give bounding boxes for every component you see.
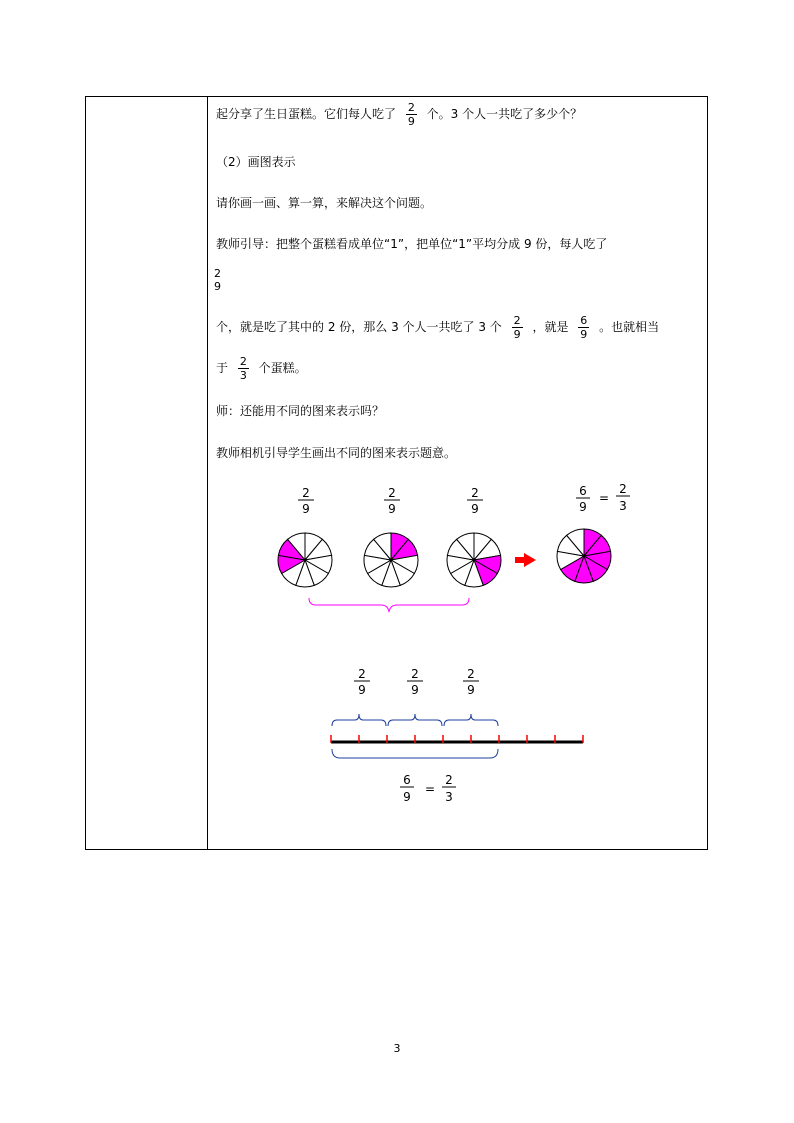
- text: 。也就相当: [599, 320, 660, 334]
- pie-frac-3-num: 2: [471, 486, 479, 500]
- result-right-den: 3: [619, 499, 627, 513]
- line-frac-3-den: 9: [467, 683, 475, 697]
- text: ，就是: [532, 320, 569, 334]
- line-result-equals: =: [424, 782, 436, 796]
- text: 个，就是吃了其中的 2 份，那么 3 个人一共吃了 3 个: [216, 320, 502, 334]
- line-frac-1-den: 9: [358, 683, 366, 697]
- segment-brace: [444, 714, 498, 726]
- result-right-num: 2: [619, 482, 627, 496]
- pie-frac-3-den: 9: [471, 502, 479, 516]
- paragraph-line-3: 请你画一画、算一算，来解决这个问题。: [216, 196, 433, 210]
- numerator: 6: [580, 314, 588, 327]
- page-number: 3: [393, 1042, 401, 1055]
- paragraph-line-7: 师：还能用不同的图来表示吗？: [216, 404, 385, 418]
- numerator: 2: [513, 314, 521, 327]
- total-brace: [332, 749, 498, 758]
- segment-brace: [388, 714, 442, 726]
- text: 个蛋糕。: [258, 361, 307, 375]
- line-frac-3-num: 2: [467, 667, 475, 681]
- denominator: 9: [580, 328, 588, 341]
- pie-frac-1-den: 9: [302, 502, 310, 516]
- paragraph-line-4: 教师引导：把整个蛋糕看成单位“1”，把单位“1”平均分成 9 份，每人吃了: [216, 237, 608, 251]
- numerator: 2: [407, 101, 415, 114]
- numerator: 2: [214, 267, 221, 280]
- result-left-num: 6: [579, 484, 587, 498]
- pie-frac-2-num: 2: [388, 486, 396, 500]
- line-result-right-num: 2: [445, 773, 453, 787]
- denominator: 9: [214, 280, 221, 293]
- line-result-left-num: 6: [403, 773, 411, 787]
- pie-frac-1-num: 2: [302, 486, 310, 500]
- denominator: 3: [239, 369, 247, 382]
- numerator: 2: [239, 355, 247, 368]
- segment-brace: [332, 714, 386, 726]
- result-left-den: 9: [579, 500, 587, 514]
- paragraph-line-8: 教师相机引导学生画出不同的图来表示题意。: [216, 446, 457, 460]
- line-frac-2-den: 9: [411, 683, 419, 697]
- paragraph-line-2: （2）画图表示: [216, 155, 296, 169]
- line-frac-1-num: 2: [358, 667, 366, 681]
- text: 起分享了生日蛋糕。它们每人吃了: [216, 107, 397, 121]
- pie-frac-2-den: 9: [388, 502, 396, 516]
- line-frac-2-num: 2: [411, 667, 419, 681]
- text: 个。3 个人一共吃了多少个？: [426, 107, 583, 121]
- denominator: 9: [513, 328, 521, 341]
- line-result-right-den: 3: [445, 790, 453, 804]
- denominator: 9: [407, 115, 415, 128]
- result-equals: =: [598, 491, 610, 505]
- text: 于: [216, 361, 229, 375]
- line-result-left-den: 9: [403, 790, 411, 804]
